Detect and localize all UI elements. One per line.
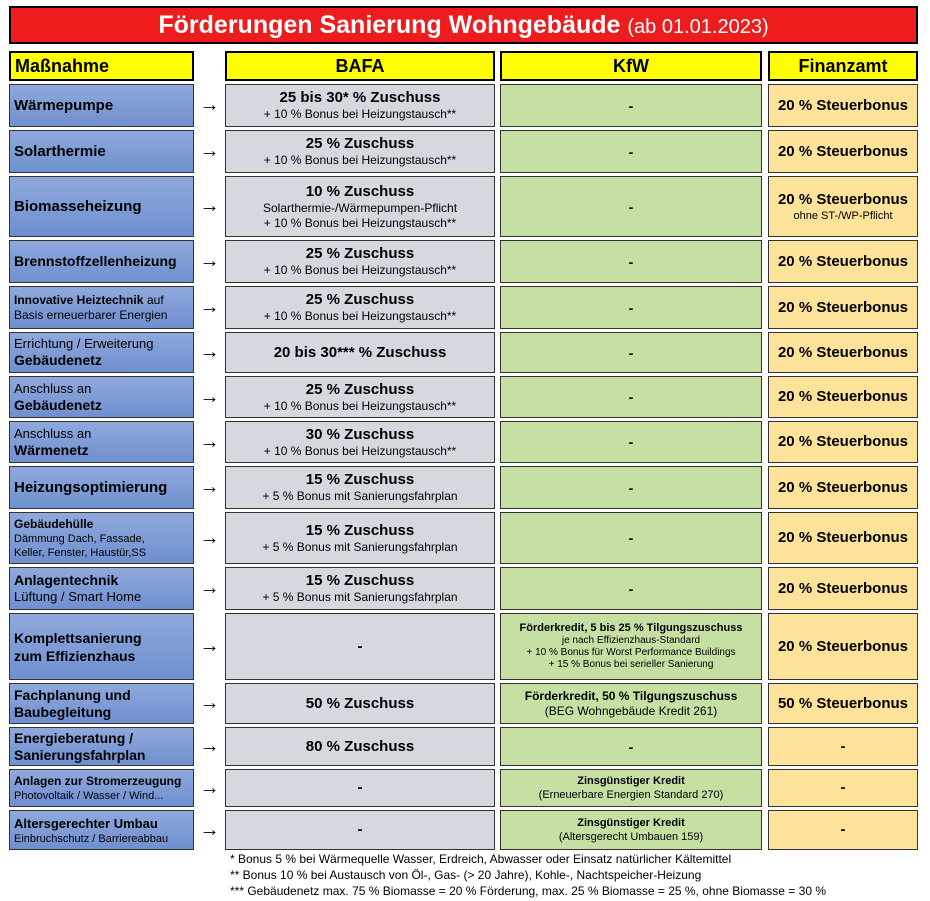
finanzamt-main: 20 % Steuerbonus xyxy=(777,478,909,496)
kfw-cell xyxy=(500,466,762,509)
measure-detail: Photovoltaik / Wasser / Wind... xyxy=(14,789,164,802)
measure-name: Altersgerechter Umbau xyxy=(14,815,158,831)
arrow-icon: → xyxy=(199,526,220,549)
bafa-main: 15 % Zuschuss xyxy=(305,572,415,589)
table-row xyxy=(0,769,930,807)
finanzamt-cell xyxy=(768,727,918,766)
finanzamt-main: 50 % Steuerbonus xyxy=(777,694,909,712)
bafa-cell xyxy=(225,613,495,680)
kfw-cell xyxy=(500,683,762,724)
measure-name: Anlagen zur Stromerzeugung xyxy=(14,773,182,788)
measure-name: Errichtung / Erweiterung xyxy=(14,336,154,351)
kfw-sub: je nach Effizienzhaus-Standard xyxy=(561,635,701,646)
arrow-icon: → xyxy=(199,735,220,757)
bafa-cell xyxy=(225,240,495,283)
finanzamt-cell xyxy=(768,512,918,564)
kfw-cell xyxy=(500,512,762,564)
kfw-main: Zinsgünstiger Kredit xyxy=(577,816,685,829)
kfw-main: - xyxy=(628,530,634,546)
kfw-cell xyxy=(500,727,762,766)
bafa-cell xyxy=(225,683,495,724)
finanzamt-cell xyxy=(768,176,918,237)
bafa-sub: + 10 % Bonus bei Heizungstausch** xyxy=(263,398,457,413)
finanzamt-main: 20 % Steuerbonus xyxy=(777,579,909,597)
arrow-icon: → xyxy=(199,776,220,799)
bafa-cell xyxy=(225,466,495,509)
bafa-main: 20 bis 30*** % Zuschuss xyxy=(273,343,447,361)
arrow-icon: → xyxy=(199,140,220,162)
bafa-sub: + 10 % Bonus bei Heizungstausch** xyxy=(263,153,457,167)
measure-cell xyxy=(9,466,194,509)
bafa-cell xyxy=(225,727,495,766)
bafa-main: 15 % Zuschuss xyxy=(305,471,415,488)
table-row xyxy=(0,176,930,237)
header-measure: Maßnahme xyxy=(9,51,194,81)
header-kfw: KfW xyxy=(500,51,762,81)
bafa-main: - xyxy=(357,637,363,655)
kfw-main: Förderkredit, 5 bis 25 % Tilgungszuschuss xyxy=(519,622,743,634)
bafa-cell xyxy=(225,176,495,237)
table-row xyxy=(0,683,930,724)
bafa-sub: Solarthermie-/Wärmepumpen-Pflicht xyxy=(262,200,458,215)
measure-cell xyxy=(9,769,194,807)
table-row xyxy=(0,84,930,127)
measure-detail: Baubegleitung xyxy=(14,703,112,720)
kfw-sub: + 15 % Bonus bei serieller Sanierung xyxy=(548,659,714,670)
finanzamt-main: 20 % Steuerbonus xyxy=(777,252,909,270)
kfw-cell xyxy=(500,286,762,329)
table-row xyxy=(0,286,930,329)
measure-name: Fachplanung und xyxy=(14,686,131,703)
measure-name-suffix: auf xyxy=(147,293,164,307)
finanzamt-main: 20 % Steuerbonus xyxy=(777,96,909,114)
measure-cell xyxy=(9,286,194,329)
kfw-main: - xyxy=(628,198,634,215)
finanzamt-cell xyxy=(768,769,918,807)
footnote: *** Gebäudenetz max. 75 % Biomasse = 20 % Förderung, max. 25 % Biomasse = 25 %, ohne Biomasse = 30 % xyxy=(230,884,826,898)
arrow-icon: → xyxy=(199,94,220,116)
header-bafa: BAFA xyxy=(225,51,495,81)
kfw-cell xyxy=(500,421,762,463)
table-row xyxy=(0,567,930,610)
finanzamt-sub: ohne ST-/WP-Pflicht xyxy=(793,209,893,222)
kfw-cell xyxy=(500,84,762,127)
table-row xyxy=(0,727,930,766)
table-row xyxy=(0,240,930,283)
bafa-cell xyxy=(225,567,495,610)
measure-cell xyxy=(9,130,194,173)
measure-detail: Keller, Fenster, Haustür,SS xyxy=(14,546,147,559)
bafa-main: 25 % Zuschuss xyxy=(305,135,415,152)
kfw-sub: (BEG Wohngebäude Kredit 261) xyxy=(544,703,718,718)
measure-name: Heizungsoptimierung xyxy=(14,479,168,496)
arrow-icon: → xyxy=(199,430,220,453)
kfw-main: - xyxy=(628,97,634,114)
measure-detail: Lüftung / Smart Home xyxy=(14,589,142,604)
bafa-sub: + 10 % Bonus bei Heizungstausch** xyxy=(263,107,457,121)
measure-name: Energieberatung / xyxy=(14,729,134,746)
bafa-sub: + 5 % Bonus mit Sanierungsfahrplan xyxy=(262,489,458,503)
kfw-cell xyxy=(500,613,762,680)
finanzamt-cell xyxy=(768,286,918,329)
bafa-main: - xyxy=(357,779,363,796)
kfw-cell xyxy=(500,376,762,418)
finanzamt-main: 20 % Steuerbonus xyxy=(777,190,909,208)
measure-cell xyxy=(9,240,194,283)
bafa-sub: + 10 % Bonus bei Heizungstausch** xyxy=(263,215,457,230)
kfw-main: - xyxy=(628,253,634,270)
measure-cell xyxy=(9,567,194,610)
measure-cell xyxy=(9,376,194,418)
arrow-icon: → xyxy=(199,296,220,318)
measure-name: Gebäudehülle xyxy=(14,516,94,531)
kfw-main: - xyxy=(628,434,634,450)
kfw-cell xyxy=(500,130,762,173)
title-sub: (ab 01.01.2023) xyxy=(627,16,769,38)
bafa-main: 25 % Zuschuss xyxy=(305,245,415,262)
kfw-cell xyxy=(500,240,762,283)
measure-detail: Gebäudenetz xyxy=(14,396,102,413)
finanzamt-main: 20 % Steuerbonus xyxy=(777,298,909,316)
bafa-sub: + 5 % Bonus mit Sanierungsfahrplan xyxy=(262,539,458,554)
measure-cell xyxy=(9,512,194,564)
measure-detail: Gebäudenetz xyxy=(14,352,102,368)
kfw-cell xyxy=(500,176,762,237)
kfw-main: - xyxy=(628,344,634,361)
bafa-cell xyxy=(225,810,495,850)
bafa-cell xyxy=(225,769,495,807)
measure-cell xyxy=(9,176,194,237)
kfw-main: - xyxy=(628,738,634,755)
arrow-icon: → xyxy=(199,195,220,217)
measure-name: Anlagentechnik xyxy=(14,572,119,588)
title-main: Förderungen Sanierung Wohngebäude xyxy=(158,11,621,39)
measure-name: Solarthermie xyxy=(14,143,106,160)
kfw-main: - xyxy=(628,479,634,496)
finanzamt-main: 20 % Steuerbonus xyxy=(777,529,909,546)
bafa-main: 50 % Zuschuss xyxy=(305,694,415,712)
arrow-icon: → xyxy=(199,385,220,408)
bafa-main: 25 bis 30* % Zuschuss xyxy=(279,89,441,106)
arrow-icon: → xyxy=(199,341,220,363)
measure-detail: Sanierungsfahrplan xyxy=(14,746,146,763)
measure-detail: Basis erneuerbarer Energien xyxy=(14,308,168,322)
arrow-icon: → xyxy=(199,577,220,599)
bafa-sub: + 10 % Bonus bei Heizungstausch** xyxy=(263,263,457,277)
table-row xyxy=(0,421,930,463)
arrow-icon: → xyxy=(199,635,220,657)
table-row xyxy=(0,332,930,373)
bafa-main: 30 % Zuschuss xyxy=(305,425,415,443)
measure-cell xyxy=(9,613,194,680)
finanzamt-cell xyxy=(768,130,918,173)
kfw-main: - xyxy=(628,389,634,405)
table-row xyxy=(0,466,930,509)
bafa-cell xyxy=(225,84,495,127)
measure-name: Biomasseheizung xyxy=(14,198,142,215)
kfw-main: Förderkredit, 50 % Tilgungszuschuss xyxy=(524,688,738,703)
finanzamt-cell xyxy=(768,376,918,418)
finanzamt-cell xyxy=(768,84,918,127)
measure-detail: Dämmung Dach, Fassade, xyxy=(14,532,145,545)
kfw-main: Zinsgünstiger Kredit xyxy=(577,774,685,787)
measure-name: Wärmepumpe xyxy=(14,97,114,114)
arrow-icon: → xyxy=(199,476,220,498)
kfw-main: - xyxy=(628,299,634,316)
bafa-sub: + 10 % Bonus bei Heizungstausch** xyxy=(263,309,457,323)
finanzamt-main: 20 % Steuerbonus xyxy=(777,433,909,450)
finanzamt-cell xyxy=(768,332,918,373)
table-row xyxy=(0,376,930,418)
bafa-main: 25 % Zuschuss xyxy=(305,380,415,398)
finanzamt-cell xyxy=(768,613,918,680)
measure-cell xyxy=(9,810,194,850)
finanzamt-main: 20 % Steuerbonus xyxy=(777,637,909,655)
bafa-cell xyxy=(225,512,495,564)
bafa-cell xyxy=(225,130,495,173)
bafa-sub: + 5 % Bonus mit Sanierungsfahrplan xyxy=(262,590,458,604)
measure-name: Komplettsanierung xyxy=(14,629,142,646)
finanzamt-cell xyxy=(768,421,918,463)
finanzamt-cell xyxy=(768,466,918,509)
table-row xyxy=(0,512,930,564)
measure-cell xyxy=(9,332,194,373)
bafa-main: 10 % Zuschuss xyxy=(305,182,415,200)
measure-name: Anschluss an xyxy=(14,380,92,396)
measure-detail: zum Effizienzhaus xyxy=(14,647,136,664)
measure-cell xyxy=(9,727,194,766)
kfw-sub: (Altersgerecht Umbauen 159) xyxy=(558,830,704,843)
arrow-icon: → xyxy=(199,250,220,272)
finanzamt-cell xyxy=(768,810,918,850)
table-row xyxy=(0,810,930,850)
footnote: ** Bonus 10 % bei Austausch von Öl-, Gas- (> 20 Jahre), Kohle-, Nachtspeicher-Heizung xyxy=(230,868,702,882)
kfw-sub: (Erneuerbare Energien Standard 270) xyxy=(538,788,724,801)
measure-name: Anschluss an xyxy=(14,425,92,441)
bafa-main: - xyxy=(357,821,363,838)
bafa-cell xyxy=(225,421,495,463)
bafa-cell xyxy=(225,376,495,418)
header-finanzamt: Finanzamt xyxy=(768,51,918,81)
kfw-cell xyxy=(500,567,762,610)
kfw-cell xyxy=(500,810,762,850)
table-row xyxy=(0,613,930,680)
measure-cell xyxy=(9,84,194,127)
arrow-icon: → xyxy=(199,818,220,841)
finanzamt-main: 20 % Steuerbonus xyxy=(777,388,909,405)
measure-cell xyxy=(9,421,194,463)
page-title xyxy=(9,6,918,44)
finanzamt-main: - xyxy=(840,821,846,838)
finanzamt-cell xyxy=(768,683,918,724)
finanzamt-main: - xyxy=(840,779,846,796)
bafa-main: 15 % Zuschuss xyxy=(305,521,415,539)
bafa-sub: + 10 % Bonus bei Heizungstausch** xyxy=(263,443,457,458)
arrow-icon: → xyxy=(199,692,220,714)
finanzamt-main: - xyxy=(840,737,846,755)
kfw-main: - xyxy=(628,580,634,597)
kfw-cell xyxy=(500,332,762,373)
measure-detail: Wärmenetz xyxy=(14,441,89,458)
measure-cell xyxy=(9,683,194,724)
finanzamt-main: 20 % Steuerbonus xyxy=(777,142,909,160)
bafa-main: 80 % Zuschuss xyxy=(305,737,415,755)
measure-name: Innovative Heiztechnik xyxy=(14,293,144,307)
finanzamt-cell xyxy=(768,240,918,283)
kfw-sub: + 10 % Bonus für Worst Performance Buildings xyxy=(526,647,736,658)
measure-name: Brennstoffzellenheizung xyxy=(14,253,177,269)
kfw-cell xyxy=(500,769,762,807)
measure-detail: Einbruchschutz / Barriereabbau xyxy=(14,832,169,845)
kfw-main: - xyxy=(628,143,634,160)
bafa-main: 25 % Zuschuss xyxy=(305,291,415,308)
finanzamt-main: 20 % Steuerbonus xyxy=(777,343,909,361)
footnote: * Bonus 5 % bei Wärmequelle Wasser, Erdreich, Abwasser oder Einsatz natürlicher Kältemittel xyxy=(230,852,732,866)
finanzamt-cell xyxy=(768,567,918,610)
bafa-cell xyxy=(225,332,495,373)
table-row xyxy=(0,130,930,173)
bafa-cell xyxy=(225,286,495,329)
